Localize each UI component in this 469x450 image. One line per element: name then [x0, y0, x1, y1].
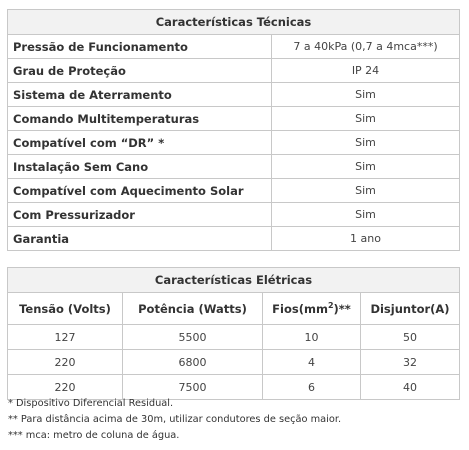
table-row	[8, 179, 460, 203]
table-row	[8, 155, 460, 179]
table-row	[8, 203, 460, 227]
column-header-wires	[263, 293, 361, 325]
spec-label: Garantia	[8, 227, 272, 251]
column-header-breaker: Disjuntor(A)	[361, 293, 460, 325]
spec-label: Compatível com Aquecimento Solar	[8, 179, 272, 203]
spec-label: Comando Multitemperaturas	[8, 107, 272, 131]
spec-label: Grau de Proteção	[8, 59, 272, 83]
column-header-voltage: Tensão (Volts)	[8, 293, 123, 325]
table-row	[8, 227, 460, 251]
power-cell: 7500	[123, 375, 263, 400]
spec-value: Sim	[272, 83, 460, 107]
table-row	[8, 131, 460, 155]
table-row	[8, 107, 460, 131]
wires-cell: 4	[263, 350, 361, 375]
spec-label: Com Pressurizador	[8, 203, 272, 227]
footnote-distance: ** Para distância acima de 30m, utilizar condutores de seção maior.	[8, 414, 342, 425]
spec-value: IP 24	[272, 59, 460, 83]
spec-label: Compatível com “DR” *	[8, 131, 272, 155]
technical-specs-table	[7, 9, 460, 251]
table-header-row	[8, 293, 460, 325]
voltage-cell: 220	[8, 350, 123, 375]
spec-value: Sim	[272, 179, 460, 203]
breaker-cell: 40	[361, 375, 460, 400]
spec-value: Sim	[272, 131, 460, 155]
table-row	[8, 59, 460, 83]
table-row	[8, 35, 460, 59]
column-header-wires-prefix: Fios(mm	[272, 301, 328, 316]
spec-label: Sistema de Aterramento	[8, 83, 272, 107]
voltage-cell: 127	[8, 325, 123, 350]
breaker-cell: 32	[361, 350, 460, 375]
spec-label: Instalação Sem Cano	[8, 155, 272, 179]
footnote-mca: *** mca: metro de coluna de água.	[8, 430, 180, 441]
table-row	[8, 83, 460, 107]
breaker-cell: 50	[361, 325, 460, 350]
electrical-specs-table	[7, 267, 460, 400]
spec-value: Sim	[272, 155, 460, 179]
wires-cell: 10	[263, 325, 361, 350]
technical-specs-title: Características Técnicas	[8, 10, 460, 35]
column-header-wires-superscript: 2	[327, 300, 334, 310]
table-row	[8, 325, 460, 350]
table-row	[8, 350, 460, 375]
spec-value: Sim	[272, 107, 460, 131]
power-cell: 6800	[123, 350, 263, 375]
footnotes	[8, 396, 463, 444]
wires-cell: 6	[263, 375, 361, 400]
power-cell: 5500	[123, 325, 263, 350]
column-header-power: Potência (Watts)	[123, 293, 263, 325]
column-header-wires-suffix: )**	[333, 301, 351, 316]
spec-label: Pressão de Funcionamento	[8, 35, 272, 59]
footnote-dr: * Dispositivo Diferencial Residual.	[8, 398, 174, 409]
electrical-specs-title: Características Elétricas	[8, 268, 460, 293]
spec-value: 7 a 40kPa (0,7 a 4mca***)	[272, 35, 460, 59]
voltage-cell: 220	[8, 375, 123, 400]
spec-value: Sim	[272, 203, 460, 227]
spec-value: 1 ano	[272, 227, 460, 251]
